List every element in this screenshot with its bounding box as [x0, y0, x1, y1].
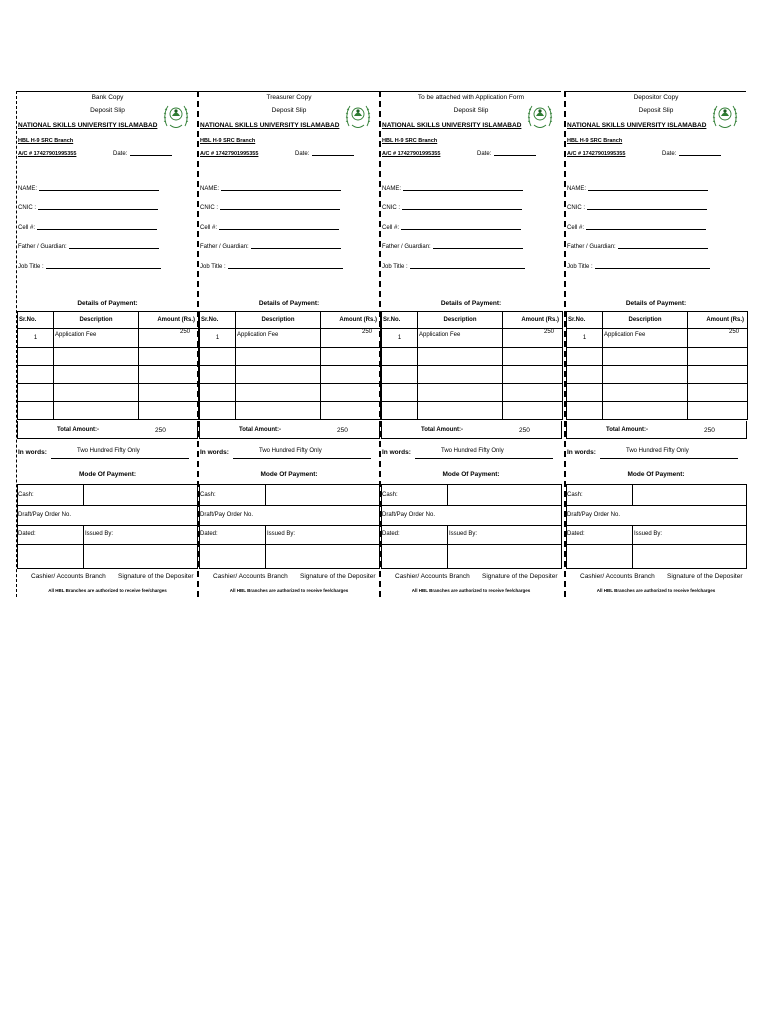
in-words-label: In words:	[382, 449, 411, 456]
deposit-slip	[16, 91, 198, 597]
amount-header: Amount (Rs.)	[139, 312, 199, 329]
date-line	[494, 155, 536, 156]
draft-pay-order-label: Draft/Pay Order No.	[382, 512, 436, 518]
issued-by-label: Issued By:	[634, 531, 663, 537]
table-row[interactable]	[567, 402, 748, 420]
guardian-field[interactable]	[18, 244, 159, 250]
copy-label: Bank Copy	[91, 94, 124, 101]
in-words-value: Two Hundred Fifty Only	[77, 448, 140, 454]
signature-box	[566, 545, 747, 569]
table-row[interactable]	[567, 348, 748, 366]
footnote: All HBL Branches are authorized to receive fee/charges	[48, 588, 167, 593]
row-description: Application Fee	[54, 329, 139, 348]
job-title-line	[228, 268, 343, 269]
cnic-label: CNIC :	[200, 205, 218, 211]
cashier-label: Cashier/ Accounts Branch	[395, 573, 470, 580]
cash-divider	[447, 484, 448, 505]
signature-box	[381, 545, 562, 569]
guardian-line	[69, 248, 159, 249]
sr-no-header: Sr.No.	[567, 312, 603, 329]
table-row[interactable]	[200, 366, 381, 384]
guardian-field[interactable]	[382, 244, 523, 250]
draft-pay-order-label: Draft/Pay Order No.	[200, 512, 254, 518]
total-amount-value: 250	[337, 427, 348, 434]
cell-line	[401, 229, 521, 230]
row-sr-no: 1	[200, 329, 236, 348]
table-row	[382, 329, 563, 348]
dated-divider	[83, 525, 84, 545]
depositer-signature-label: Signature of the Depositer	[118, 573, 194, 580]
guardian-field[interactable]	[567, 244, 708, 250]
signature-divider	[632, 545, 633, 569]
cell-field[interactable]	[567, 225, 706, 231]
job-title-field[interactable]	[18, 264, 161, 270]
payment-table-header	[18, 312, 199, 329]
depositer-signature-label: Signature of the Depositer	[667, 573, 743, 580]
account-number: A/C # 17427901995355	[18, 151, 77, 157]
date-field[interactable]	[295, 151, 354, 157]
total-amount-value: 250	[519, 427, 530, 434]
table-row	[567, 329, 748, 348]
total-amount-label: Total Amount:-	[239, 427, 281, 433]
table-row[interactable]	[200, 348, 381, 366]
university-name: NATIONAL SKILLS UNIVERSITY ISLAMABAD	[200, 122, 340, 129]
deposit-slip	[379, 91, 561, 597]
dated-label: Dated:	[382, 531, 400, 537]
cash-label: Cash:	[18, 492, 34, 498]
in-words-value: Two Hundred Fifty Only	[259, 448, 322, 454]
name-line	[403, 190, 523, 191]
cell-label: Cell #:	[567, 225, 585, 231]
slip-title: Deposit Slip	[453, 107, 489, 114]
name-label: NAME:	[18, 186, 38, 192]
row-amount: 250	[503, 329, 563, 348]
signature-box	[199, 545, 380, 569]
in-words-label: In words:	[18, 449, 47, 456]
description-header: Description	[418, 312, 503, 329]
total-box	[566, 421, 747, 439]
total-box	[381, 421, 562, 439]
guardian-label: Father / Guardian:	[18, 244, 67, 250]
mode-divider	[17, 525, 198, 526]
job-title-field[interactable]	[200, 264, 343, 270]
footnote: All HBL Branches are authorized to receive fee/charges	[596, 588, 716, 593]
dated-label: Dated:	[200, 531, 218, 537]
date-label: Date:	[295, 151, 310, 157]
deposit-slip	[197, 91, 379, 597]
in-words-line	[51, 458, 189, 459]
issued-by-label: Issued By:	[449, 531, 478, 537]
signature-box	[17, 545, 198, 569]
name-label: NAME:	[567, 186, 587, 192]
mode-divider	[381, 505, 562, 506]
guardian-label: Father / Guardian:	[382, 244, 431, 250]
slip-top-border	[199, 91, 379, 92]
slip-top-border	[381, 91, 561, 92]
job-title-line	[46, 268, 161, 269]
slip-title: Deposit Slip	[271, 107, 307, 114]
university-name: NATIONAL SKILLS UNIVERSITY ISLAMABAD	[18, 122, 158, 129]
university-seal-icon	[163, 100, 189, 132]
job-title-label: Job Title :	[567, 264, 593, 270]
cnic-label: CNIC :	[567, 205, 585, 211]
name-line	[588, 190, 708, 191]
account-number: A/C # 17427901995355	[567, 151, 626, 157]
in-words-line	[233, 458, 371, 459]
cell-line	[586, 229, 706, 230]
in-words-line	[415, 458, 553, 459]
date-label: Date:	[113, 151, 128, 157]
table-row[interactable]	[18, 366, 199, 384]
table-row[interactable]	[382, 384, 563, 402]
in-words-label: In words:	[567, 449, 596, 456]
cell-line	[219, 229, 339, 230]
in-words-line	[600, 458, 738, 459]
table-row[interactable]	[200, 402, 381, 420]
bank-branch: HBL H-9 SRC Branch	[18, 138, 74, 144]
in-words-value: Two Hundred Fifty Only	[626, 448, 689, 454]
cnic-field[interactable]	[200, 205, 340, 211]
row-description: Application Fee	[236, 329, 321, 348]
payment-table-header	[382, 312, 563, 329]
table-row[interactable]	[18, 402, 199, 420]
details-of-payment-title: Details of Payment:	[258, 300, 320, 307]
cnic-field[interactable]	[567, 205, 707, 211]
mode-of-payment-title: Mode Of Payment:	[78, 471, 137, 478]
cnic-line	[402, 209, 522, 210]
guardian-label: Father / Guardian:	[200, 244, 249, 250]
cell-field[interactable]	[18, 225, 157, 231]
draft-pay-order-label: Draft/Pay Order No.	[567, 512, 621, 518]
date-line	[312, 155, 354, 156]
total-amount-label: Total Amount:-	[57, 427, 99, 433]
bank-branch: HBL H-9 SRC Branch	[200, 138, 256, 144]
mode-divider	[381, 525, 562, 526]
amount-header: Amount (Rs.)	[321, 312, 381, 329]
row-amount: 250	[688, 329, 748, 348]
bank-branch: HBL H-9 SRC Branch	[382, 138, 438, 144]
bank-branch: HBL H-9 SRC Branch	[567, 138, 623, 144]
copy-label: Depositor Copy	[633, 94, 679, 101]
amount-header: Amount (Rs.)	[688, 312, 748, 329]
dated-label: Dated:	[567, 531, 585, 537]
job-title-label: Job Title :	[200, 264, 226, 270]
signature-divider	[265, 545, 266, 569]
total-amount-value: 250	[704, 427, 715, 434]
account-number: A/C # 17427901995355	[382, 151, 441, 157]
job-title-line	[410, 268, 525, 269]
issued-by-label: Issued By:	[267, 531, 296, 537]
table-row[interactable]	[567, 366, 748, 384]
name-line	[221, 190, 341, 191]
cnic-field[interactable]	[382, 205, 522, 211]
table-row[interactable]	[18, 384, 199, 402]
footnote: All HBL Branches are authorized to receive fee/charges	[411, 588, 531, 593]
cell-label: Cell #:	[382, 225, 400, 231]
dated-divider	[265, 525, 266, 545]
date-field[interactable]	[477, 151, 536, 157]
guardian-label: Father / Guardian:	[567, 244, 616, 250]
deposit-slip	[564, 91, 746, 597]
mode-divider	[199, 505, 380, 506]
cash-divider	[632, 484, 633, 505]
slip-title: Deposit Slip	[90, 107, 125, 114]
details-of-payment-title: Details of Payment:	[625, 300, 687, 307]
total-amount-label: Total Amount:-	[606, 427, 648, 433]
payment-table-header	[200, 312, 381, 329]
cell-line	[37, 229, 157, 230]
sr-no-header: Sr.No.	[18, 312, 54, 329]
table-row[interactable]	[200, 384, 381, 402]
name-field[interactable]	[200, 186, 341, 192]
name-field[interactable]	[567, 186, 708, 192]
guardian-field[interactable]	[200, 244, 341, 250]
mode-of-payment-title: Mode Of Payment:	[260, 471, 318, 478]
row-sr-no: 1	[382, 329, 418, 348]
mode-of-payment-title: Mode Of Payment:	[627, 471, 685, 478]
cashier-label: Cashier/ Accounts Branch	[31, 573, 106, 580]
name-field[interactable]	[18, 186, 159, 192]
guardian-line	[433, 248, 523, 249]
total-box	[17, 421, 198, 439]
cell-field[interactable]	[200, 225, 339, 231]
sr-no-header: Sr.No.	[382, 312, 418, 329]
depositer-signature-label: Signature of the Depositer	[482, 573, 558, 580]
signature-divider	[83, 545, 84, 569]
name-label: NAME:	[200, 186, 220, 192]
cnic-line	[587, 209, 707, 210]
university-name: NATIONAL SKILLS UNIVERSITY ISLAMABAD	[382, 122, 522, 129]
university-seal-icon	[712, 100, 738, 132]
cash-divider	[265, 484, 266, 505]
slip-title: Deposit Slip	[638, 107, 674, 114]
slip-top-border	[17, 91, 198, 92]
job-title-field[interactable]	[382, 264, 525, 270]
payment-table	[566, 311, 748, 420]
payment-table	[381, 311, 563, 420]
payment-table-header	[567, 312, 748, 329]
dated-label: Dated:	[18, 531, 36, 537]
table-row[interactable]	[382, 348, 563, 366]
cash-label: Cash:	[200, 492, 216, 498]
mode-divider	[17, 505, 198, 506]
mode-divider	[199, 525, 380, 526]
slip-top-border	[566, 91, 746, 92]
row-description: Application Fee	[603, 329, 688, 348]
payment-table	[199, 311, 381, 420]
table-row	[200, 329, 381, 348]
date-line	[679, 155, 721, 156]
guardian-line	[251, 248, 341, 249]
cnic-line	[38, 209, 158, 210]
row-amount: 250	[139, 329, 199, 348]
university-name: NATIONAL SKILLS UNIVERSITY ISLAMABAD	[567, 122, 707, 129]
amount-header: Amount (Rs.)	[503, 312, 563, 329]
details-of-payment-title: Details of Payment:	[440, 300, 502, 307]
draft-pay-order-label: Draft/Pay Order No.	[18, 512, 72, 518]
row-amount: 250	[321, 329, 381, 348]
account-number: A/C # 17427901995355	[200, 151, 259, 157]
name-label: NAME:	[382, 186, 402, 192]
job-title-field[interactable]	[567, 264, 710, 270]
table-row[interactable]	[567, 384, 748, 402]
date-field[interactable]	[113, 151, 172, 157]
description-header: Description	[54, 312, 139, 329]
cell-label: Cell #:	[200, 225, 218, 231]
date-line	[130, 155, 172, 156]
cnic-line	[220, 209, 340, 210]
total-amount-value: 250	[155, 427, 166, 434]
mode-divider	[566, 505, 747, 506]
table-row[interactable]	[382, 402, 563, 420]
cash-divider	[83, 484, 84, 505]
payment-table	[17, 311, 199, 420]
job-title-label: Job Title :	[382, 264, 408, 270]
description-header: Description	[603, 312, 688, 329]
cash-label: Cash:	[567, 492, 583, 498]
guardian-line	[618, 248, 708, 249]
job-title-line	[595, 268, 710, 269]
issued-by-label: Issued By:	[85, 531, 114, 537]
date-field[interactable]	[662, 151, 721, 157]
table-row[interactable]	[382, 366, 563, 384]
deposit-slip-sheet	[16, 91, 747, 597]
job-title-label: Job Title :	[18, 264, 44, 270]
cash-label: Cash:	[382, 492, 398, 498]
copy-label: Treasurer Copy	[266, 94, 312, 101]
total-amount-label: Total Amount:-	[421, 427, 463, 433]
total-box	[199, 421, 380, 439]
mode-divider	[566, 525, 747, 526]
cashier-label: Cashier/ Accounts Branch	[213, 573, 288, 580]
date-label: Date:	[662, 151, 677, 157]
row-sr-no: 1	[18, 329, 54, 348]
cnic-label: CNIC :	[382, 205, 400, 211]
description-header: Description	[236, 312, 321, 329]
row-description: Application Fee	[418, 329, 503, 348]
row-sr-no: 1	[567, 329, 603, 348]
in-words-value: Two Hundred Fifty Only	[441, 448, 504, 454]
name-line	[39, 190, 159, 191]
dated-divider	[447, 525, 448, 545]
signature-divider	[447, 545, 448, 569]
date-label: Date:	[477, 151, 492, 157]
name-field[interactable]	[382, 186, 523, 192]
cell-label: Cell #:	[18, 225, 36, 231]
cell-field[interactable]	[382, 225, 521, 231]
table-row[interactable]	[18, 348, 199, 366]
dated-divider	[632, 525, 633, 545]
cashier-label: Cashier/ Accounts Branch	[580, 573, 655, 580]
university-seal-icon	[527, 100, 553, 132]
depositer-signature-label: Signature of the Depositer	[300, 573, 376, 580]
sr-no-header: Sr.No.	[200, 312, 236, 329]
university-seal-icon	[345, 100, 371, 132]
details-of-payment-title: Details of Payment:	[77, 300, 138, 307]
table-row	[18, 329, 199, 348]
footnote: All HBL Branches are authorized to receive fee/charges	[229, 588, 349, 593]
in-words-label: In words:	[200, 449, 229, 456]
cnic-field[interactable]	[18, 205, 158, 211]
cnic-label: CNIC :	[18, 205, 36, 211]
mode-of-payment-title: Mode Of Payment:	[442, 471, 500, 478]
copy-label: To be attached with Application Form	[417, 94, 525, 101]
